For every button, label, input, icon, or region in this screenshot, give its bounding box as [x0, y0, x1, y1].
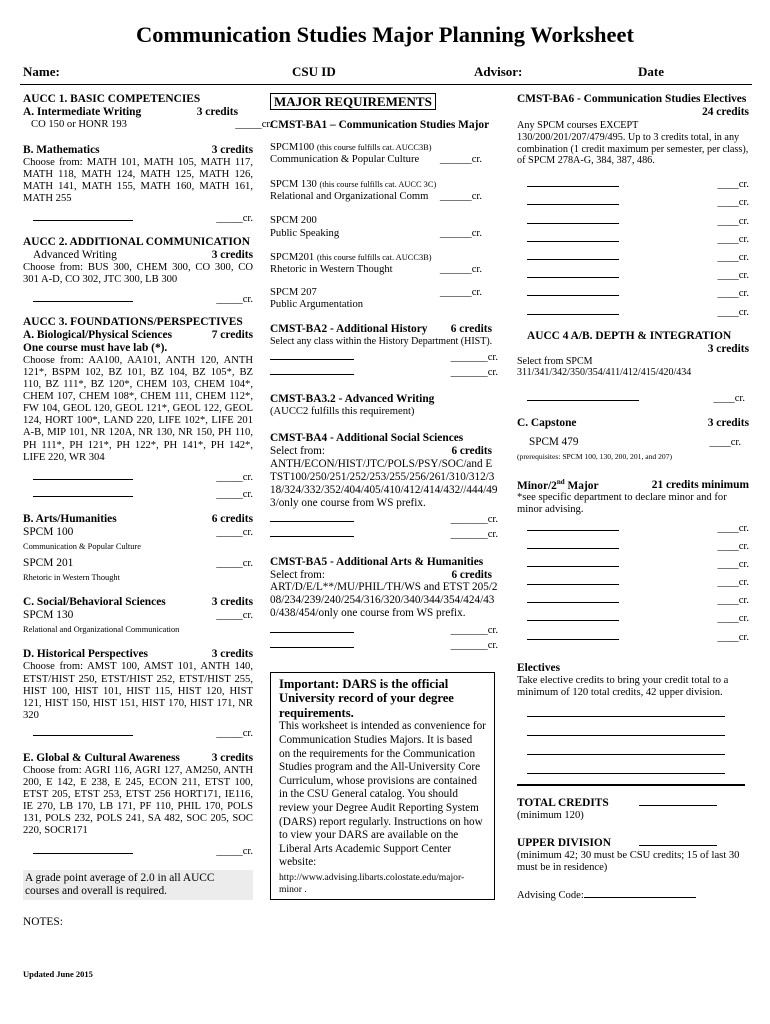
ba1-course-2-note: (this course fulfills cat. AUCC 3C)	[319, 180, 437, 190]
math-choices: Choose from: MATH 101, MATH 105, MATH 117, MATH 118, MATH 124, MATH 125, MATH 126, MATH 141, MATH 155, MATH 160, MATH 161, MATH 255	[23, 157, 253, 205]
ba6-desc: Any SPCM courses EXCEPT 130/200/201/207/479/495. Up to 3 credits total, in any combination (1 credit maximum per semester, per class), of SPCM 278A-G, 384, 387, 486.	[517, 120, 749, 167]
ba1-heading: CMST-BA1 – Communication Studies Major	[270, 119, 490, 132]
ba6-blank[interactable]	[527, 177, 619, 187]
minor-cr[interactable]: ____cr.	[717, 522, 749, 534]
ba32-heading: CMST-BA3.2 - Advanced Writing	[270, 393, 435, 406]
aucc3-heading: AUCC 3. FOUNDATIONS/PERSPECTIVES	[23, 315, 243, 328]
arts-course-1-desc: Communication & Popular Culture	[23, 541, 141, 551]
ba5-select: Select from:	[270, 568, 325, 581]
ba4-cr-2[interactable]: _______cr.	[450, 529, 498, 541]
ba1-course-3-desc: Public Speaking	[270, 227, 340, 239]
electives-blank[interactable]	[527, 764, 725, 774]
minor-blank[interactable]	[527, 630, 619, 640]
upper-division-desc: (minimum 42; 30 must be CSU credits; 15 of last 30 must be in residence)	[517, 850, 740, 874]
total-credits-blank[interactable]	[639, 796, 717, 806]
ba1-course-1: SPCM100	[270, 142, 315, 154]
ba6-blank[interactable]	[527, 286, 619, 296]
adv-writing-credits: 3 credits	[211, 248, 253, 261]
ba6-blank[interactable]	[527, 250, 619, 260]
minor-cr[interactable]: ____cr.	[717, 613, 749, 625]
ba5-blank-1[interactable]	[270, 623, 354, 633]
ba5-cr-1[interactable]: _______cr.	[450, 624, 498, 636]
upper-division-blank[interactable]	[639, 836, 717, 846]
ba1-course-4-desc: Rhetoric in Western Thought	[270, 263, 393, 275]
capstone-course: SPCM 479	[529, 436, 579, 449]
ba6-cr[interactable]: ____cr.	[717, 306, 749, 318]
ba1-course-1-desc: Communication & Popular Culture	[270, 154, 420, 166]
date-label: Date	[638, 64, 664, 79]
ba6-blank[interactable]	[527, 232, 619, 242]
ba1-course-4-cr[interactable]: ______cr.	[439, 263, 482, 275]
csuid-label: CSU ID	[292, 64, 336, 79]
ba1-course-4: SPCM201	[270, 251, 315, 263]
adv-writing-blank[interactable]	[33, 292, 133, 302]
history-title: D. Historical Perspectives	[23, 648, 148, 661]
social-title: C. Social/Behavioral Sciences	[23, 596, 166, 609]
capstone-cr[interactable]: ____cr.	[709, 437, 741, 449]
ba4-blank-1[interactable]	[270, 512, 354, 522]
ba1-course-1-cr[interactable]: ______cr.	[439, 154, 482, 166]
ba5-credits: 6 credits	[451, 568, 492, 581]
bio-lab-note: One course must have lab (*).	[23, 341, 168, 354]
ba4-blank-2[interactable]	[270, 527, 354, 537]
upper-division-heading: UPPER DIVISION	[517, 837, 611, 850]
social-credits: 3 credits	[211, 596, 253, 609]
minor-cr[interactable]: ____cr.	[717, 540, 749, 552]
header-rule	[20, 84, 752, 85]
ba6-cr[interactable]: ____cr.	[717, 179, 749, 191]
math-blank[interactable]	[33, 211, 133, 221]
electives-heading: Electives	[517, 661, 561, 674]
ba1-course-2: SPCM 130	[270, 179, 317, 191]
adv-writing-title: Advanced Writing	[33, 248, 117, 261]
ba32-desc: (AUCC2 fulfills this requirement)	[270, 406, 415, 418]
electives-desc: Take elective credits to bring your credit total to a minimum of 120 total credits, 42 upper division.	[517, 674, 729, 698]
ba2-credits: 6 credits	[450, 323, 492, 336]
ba1-course-1-note: (this course fulfills cat. AUCC3B)	[316, 143, 432, 153]
ba5-cr-2[interactable]: _______cr.	[450, 639, 498, 651]
global-cr[interactable]: _____cr.	[216, 845, 253, 857]
minor-blank[interactable]	[527, 557, 619, 567]
ba4-credits: 6 credits	[451, 445, 492, 458]
aucc4-desc: Select from SPCM 311/341/342/350/354/411/412/415/420/434	[517, 355, 692, 379]
ba1-course-2-desc: Relational and Organizational Comm	[270, 191, 429, 203]
arts-cr-1[interactable]: _____cr.	[216, 526, 253, 538]
arts-course-1: SPCM 100	[23, 525, 74, 538]
page-title: Communication Studies Major Planning Worksheet	[136, 22, 634, 47]
electives-blank[interactable]	[527, 707, 725, 717]
gpa-note: A grade point average of 2.0 in all AUCC courses and overall is required.	[23, 870, 253, 900]
minor-cr[interactable]: ____cr.	[717, 558, 749, 570]
capstone-prereq: (prerequisites: SPCM 100, 130, 200, 201, and 207)	[517, 452, 673, 462]
ba6-cr[interactable]: ____cr.	[717, 215, 749, 227]
math-credits: 3 credits	[211, 144, 253, 157]
ba4-select: Select from:	[270, 445, 325, 458]
minor-cr[interactable]: ____cr.	[717, 595, 749, 607]
notes-label: NOTES:	[23, 915, 63, 928]
global-choices: Choose from: AGRI 116, AGRI 127, AM250, ANTH 200, E 142, E 238, E 245, ECON 211, ETST 100, ETST 205, ETST 253, ETST 256 HORT171, IE116, IE 270, LB 170, LB 171, PF 110, PHIL 170, POLS 131, POLS 232, POLS 241, SA 482, SOC 205, SOC 220, SOCR171	[23, 765, 253, 837]
advising-code-blank[interactable]	[584, 888, 696, 898]
ba2-blank-1[interactable]	[270, 350, 354, 360]
arts-credits: 6 credits	[211, 512, 253, 525]
dars-important-box	[270, 672, 495, 900]
total-credits-min: (minimum 120)	[517, 810, 584, 822]
adv-writing-cr[interactable]: _____cr.	[216, 293, 253, 305]
ba6-blank[interactable]	[527, 195, 619, 205]
dars-website-link[interactable]: http://www.advising.libarts.colostate.edu/major-minor .	[279, 871, 465, 895]
major-requirements-heading: MAJOR REQUIREMENTS	[270, 93, 436, 110]
minor-heading: Minor/2nd Major	[517, 477, 599, 492]
social-cr[interactable]: _____cr.	[216, 610, 253, 622]
global-title: E. Global & Cultural Awareness	[23, 752, 180, 764]
ba6-cr[interactable]: ____cr.	[717, 251, 749, 263]
electives-blank[interactable]	[527, 745, 725, 755]
updated-date: Updated June 2015	[23, 969, 93, 979]
column-aucc	[23, 93, 272, 928]
minor-credits: 21 credits minimum	[651, 479, 749, 492]
ba1-course-5: SPCM 207	[270, 286, 317, 298]
aucc4-heading: AUCC 4 A/B. DEPTH & INTEGRATION	[527, 329, 732, 342]
ba5-desc: ART/D/E/L**/MU/PHIL/TH/WS and ETST 205/208/234/239/240/254/316/320/340/344/354/424/430/438/454/only one course from WS prefix.	[270, 581, 498, 619]
writing-credits: 3 credits	[196, 106, 238, 118]
dars-important-body: This worksheet is intended as convenience for Communication Studies Majors. It is based on the requirements for the Communication Studies program and the All-University Core Curriculum, whose provisions are contained in the CSU General catalog. You should review your Degree Audit Reporting System (DARS) report regularly. Instructions on how to view your DARS are available on the Liberal Arts Academic Support Center website:	[279, 720, 486, 869]
dars-important-title: Important: DARS is the official University record of your degree requirements.	[279, 676, 454, 720]
minor-blank[interactable]	[527, 575, 619, 585]
bio-blank-2[interactable]	[33, 487, 133, 497]
totals-rule	[517, 784, 745, 786]
minor-blank[interactable]	[527, 539, 619, 549]
ba6-cr[interactable]: ____cr.	[717, 288, 749, 300]
ba6-blank[interactable]	[527, 214, 619, 224]
adv-writing-choices: Choose from: BUS 300, CHEM 300, CO 300, CO 301 A-D, CO 302, JTC 300, LB 300	[23, 261, 253, 285]
aucc4-cr[interactable]: ____cr.	[713, 393, 745, 405]
bio-title: A. Biological/Physical Sciences	[23, 328, 173, 341]
history-blank[interactable]	[33, 726, 133, 736]
arts-course-2-desc: Rhetoric in Western Thought	[23, 573, 120, 583]
ba4-cr-1[interactable]: _______cr.	[450, 514, 498, 526]
ba4-desc: ANTH/ECON/HIST/JTC/POLS/PSY/SOC/and ETST100/250/251/252/253/255/256/261/310/312/318/324/332/352/404/405/410/412/414/432//444/493/only one course from WS prefix.	[270, 458, 498, 509]
global-blank[interactable]	[33, 844, 133, 854]
ba1-course-5-desc: Public Argumentation	[270, 298, 364, 310]
bio-cr-2[interactable]: _____cr.	[216, 488, 253, 500]
ba1-course-3-cr[interactable]: ______cr.	[439, 227, 482, 239]
history-cr[interactable]: _____cr.	[216, 727, 253, 739]
ba6-cr[interactable]: ____cr.	[717, 233, 749, 245]
arts-title: B. Arts/Humanities	[23, 512, 117, 525]
ba2-cr-2[interactable]: _______cr.	[450, 367, 498, 379]
minor-desc: *see specific department to declare minor and for minor advising.	[517, 492, 727, 516]
minor-blank[interactable]	[527, 521, 619, 531]
ba1-course-4-note: (this course fulfills cat. AUCC3B)	[316, 252, 432, 262]
bio-credits: 7 credits	[211, 328, 253, 341]
ba2-cr-1[interactable]: _______cr.	[450, 352, 498, 364]
social-course: SPCM 130	[23, 609, 74, 622]
social-course-desc: Relational and Organizational Communication	[23, 625, 180, 635]
aucc4-blank[interactable]	[527, 391, 639, 401]
ba1-course-3: SPCM 200	[270, 215, 317, 227]
column-electives	[517, 93, 749, 902]
ba6-lines	[517, 177, 749, 323]
ba1-course-5-cr[interactable]: ______cr.	[439, 286, 482, 298]
electives-blank[interactable]	[527, 726, 725, 736]
minor-cr[interactable]: ____cr.	[717, 631, 749, 643]
minor-blank[interactable]	[527, 593, 619, 603]
writing-title: A. Intermediate Writing	[23, 106, 142, 118]
capstone-heading: C. Capstone	[517, 417, 577, 430]
history-credits: 3 credits	[211, 648, 253, 661]
ba2-heading: CMST-BA2 - Additional History	[270, 323, 428, 336]
aucc2-heading: AUCC 2. ADDITIONAL COMMUNICATION	[23, 235, 250, 248]
math-cr[interactable]: _____cr.	[216, 213, 253, 225]
arts-course-2: SPCM 201	[23, 557, 74, 570]
writing-choices: CO 150 or HONR 193	[31, 119, 127, 130]
ba5-heading: CMST-BA5 - Additional Arts & Humanities	[270, 555, 484, 568]
column-major	[270, 93, 499, 900]
capstone-credits: 3 credits	[707, 417, 749, 430]
advisor-label: Advisor:	[474, 64, 523, 79]
ba6-heading: CMST-BA6 - Communication Studies Electives	[517, 93, 747, 105]
ba2-blank-2[interactable]	[270, 365, 354, 375]
ba6-cr[interactable]: ____cr.	[717, 270, 749, 282]
bio-cr-1[interactable]: _____cr.	[216, 471, 253, 483]
ba6-blank[interactable]	[527, 305, 619, 315]
ba1-course-2-cr[interactable]: ______cr.	[439, 191, 482, 203]
bio-blank-1[interactable]	[33, 470, 133, 480]
ba5-blank-2[interactable]	[270, 638, 354, 648]
minor-cr[interactable]: ____cr.	[717, 577, 749, 589]
ba2-desc: Select any class within the History Department (HIST).	[270, 336, 493, 348]
ba4-heading: CMST-BA4 - Additional Social Sciences	[270, 432, 464, 445]
aucc1-heading: AUCC 1. BASIC COMPETENCIES	[23, 93, 201, 105]
history-choices: Choose from: AMST 100, AMST 101, ANTH 140, ETST/HIST 250, ETST/HIST 252, ETST/HIST 255, HIST 100, HIST 101, HIST 115, HIST 120, HIST 121, HIST 150, HIST 151, HIST 170, HIST 171, NR 320	[23, 661, 253, 721]
total-credits-heading: TOTAL CREDITS	[517, 797, 609, 810]
ba6-credits: 24 credits	[702, 106, 749, 118]
ba6-blank[interactable]	[527, 268, 619, 278]
global-credits: 3 credits	[211, 752, 253, 764]
bio-choices: Choose from: AA100, AA101, ANTH 120, ANTH 121*, BSPM 102, BZ 101, BZ 104, BZ 105*, BZ 110, BZ 111*, BZ 120*, CHEM 103, CHEM 104*, CHEM 107, CHEM 108*, CHEM 111, CHEM 112*, FW 104, GEOL 120, GEOL 121*, GEOL 122, GEOL 124, HORT 100*, LAND 220, LIFE 102*, LIFE 201 A-B, MIP 101, NR 120A, NR 130, NR 150, PH 110, PH 111*, PH 121*, PH 122*, PH 141*, PH 142*, LIFE 220, WR 304	[23, 354, 253, 463]
arts-cr-2[interactable]: _____cr.	[216, 558, 253, 570]
ba6-cr[interactable]: ____cr.	[717, 197, 749, 209]
math-title: B. Mathematics	[23, 144, 100, 157]
minor-blank[interactable]	[527, 611, 619, 621]
aucc4-credits: 3 credits	[707, 342, 749, 355]
writing-cr[interactable]: _____cr.	[235, 119, 272, 130]
name-label: Name:	[23, 64, 60, 79]
advising-code-label: Advising Code:	[517, 890, 584, 902]
